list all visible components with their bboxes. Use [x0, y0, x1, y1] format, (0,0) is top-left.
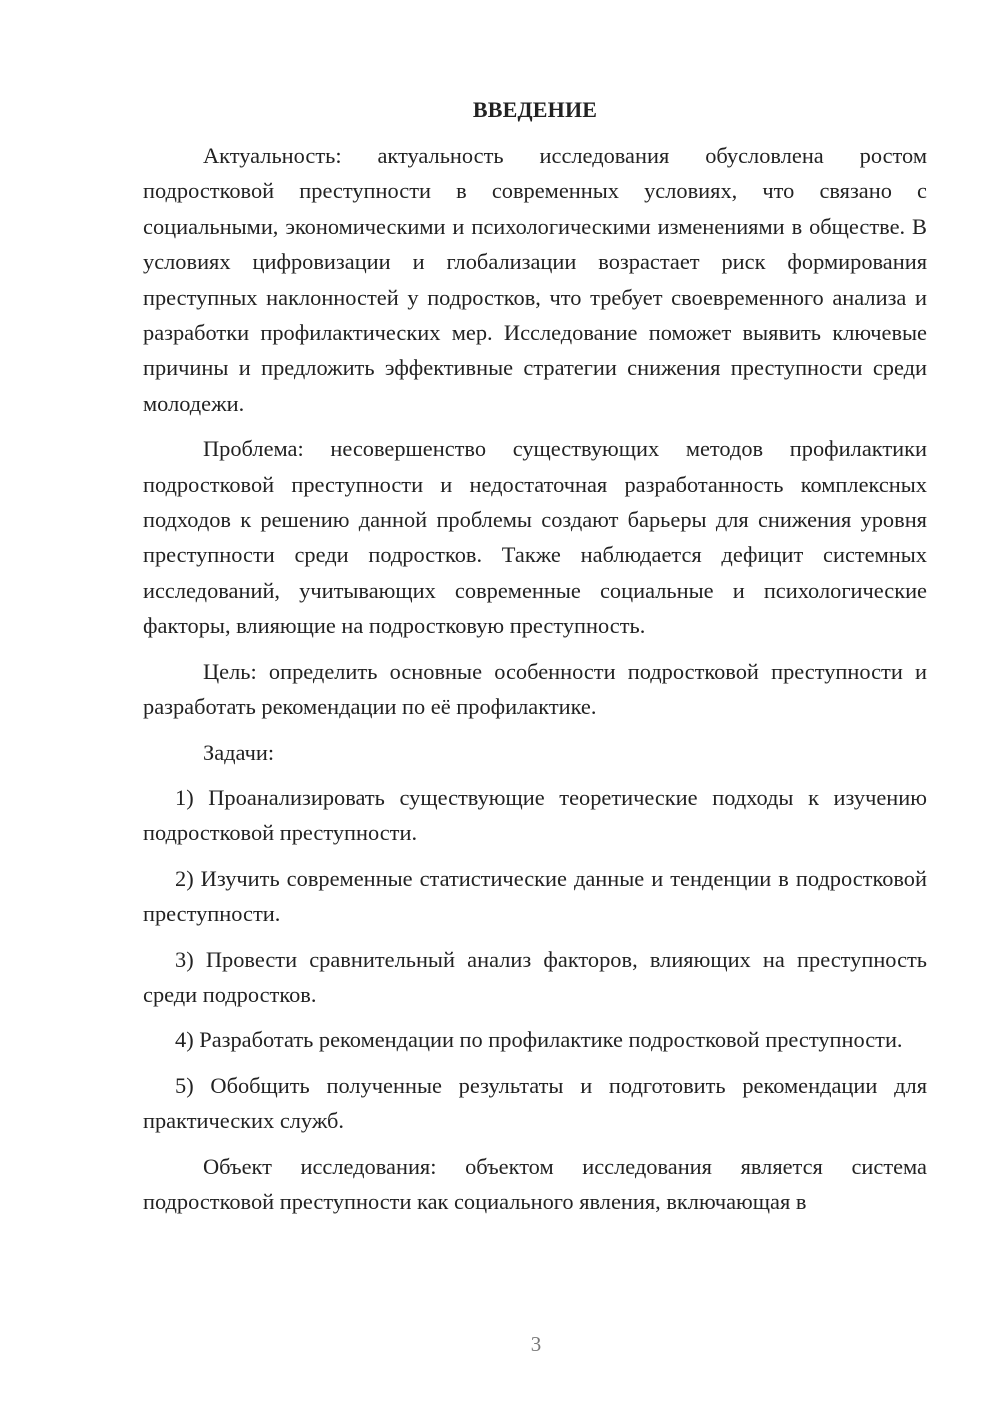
tasks-list	[143, 780, 927, 1139]
task-item: 3) Провести сравнительный анализ факторов, влияющих на преступность среди подростков.	[143, 946, 927, 1007]
object-paragraph: Объект исследования: объектом исследования является система подростковой преступности как социального явления, включающая в	[143, 1153, 927, 1214]
task-item: 4) Разработать рекомендации по профилактике подростковой преступности.	[175, 1027, 903, 1053]
task-item: 5) Обобщить полученные результаты и подготовить рекомендации для практических служб.	[143, 1072, 927, 1134]
problem-paragraph: Проблема: несовершенство существующих методов профилактики подростковой преступности и недостаточная разработанность комплексных подходов к решению данной проблемы создают барьеры для снижения уровня преступности среди подростков. Также наблюдается дефицит системных исследований, учитывающих современные социальные и психологические факторы, влияющие на подростковую преступность.	[143, 436, 927, 639]
tasks-heading: Задачи:	[203, 739, 275, 765]
section-title: ВВЕДЕНИЕ	[472, 97, 598, 122]
task-item: 2) Изучить современные статистические данные и тенденции в подростковой преступности.	[143, 865, 927, 927]
relevance-paragraph: Актуальность: актуальность исследования обусловлена ростом подростковой преступности в современных условиях, что связано с социальными, экономическими и психологическими изменениями в обществе. В условиях цифровизации и глобализации возрастает риск формирования преступных наклонностей у подростков, что требует своевременного анализа и разработки профилактических мер. Исследование поможет выявить ключевые причины и предложить эффективные стратегии снижения преступности среди молодежи.	[143, 143, 927, 416]
goal-paragraph: Цель: определить основные особенности подростковой преступности и разработать рекомендации по её профилактике.	[143, 658, 927, 720]
page-number: 3	[530, 1332, 542, 1356]
page-content	[143, 92, 927, 1229]
task-item: 1) Проанализировать существующие теоретические подходы к изучению подростковой преступности.	[143, 784, 927, 846]
